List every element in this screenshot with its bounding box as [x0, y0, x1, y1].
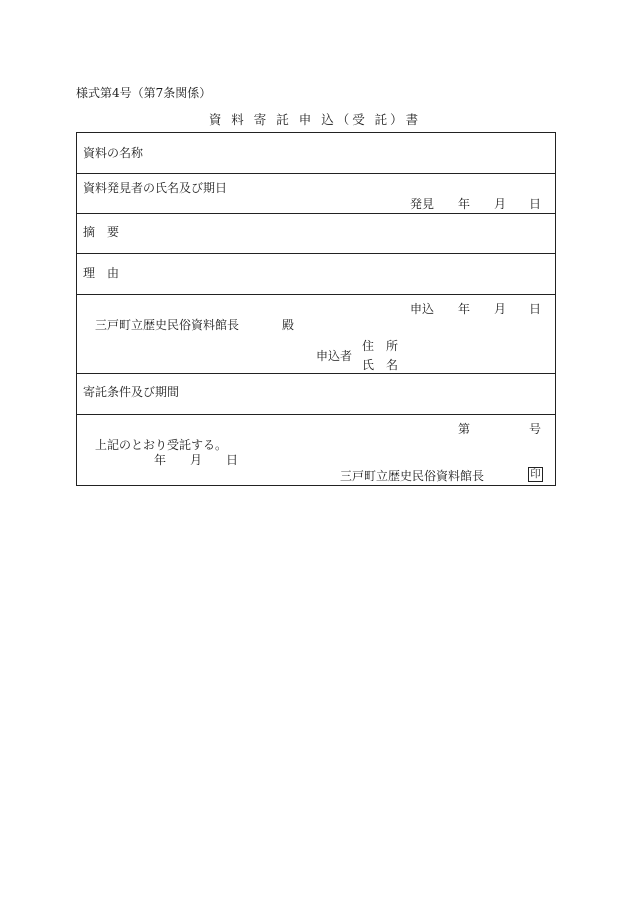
reason-label: 理 由 — [83, 266, 120, 280]
acceptance-year: 年 — [154, 453, 167, 467]
honorific: 殿 — [282, 318, 295, 332]
row-divider — [77, 373, 555, 374]
summary-label: 摘 要 — [83, 225, 120, 239]
discovery-month: 月 — [494, 197, 507, 211]
seal-box: 印 — [528, 467, 543, 482]
form-table — [76, 132, 556, 486]
application-month: 月 — [494, 302, 507, 316]
acceptance-no-prefix: 第 — [458, 422, 471, 436]
row-divider — [77, 294, 555, 295]
document-title: 資 料 寄 託 申 込（受 託）書 — [208, 112, 422, 127]
name-label: 氏 名 — [362, 358, 399, 372]
discoverer-label: 資料発見者の氏名及び期日 — [83, 181, 228, 195]
row-divider — [77, 213, 555, 214]
conditions-label: 寄託条件及び期間 — [83, 385, 180, 399]
row-divider — [77, 173, 555, 174]
application-prefix: 申込 — [410, 302, 435, 316]
row-divider — [77, 414, 555, 415]
acceptance-day: 日 — [226, 453, 239, 467]
seal-mark — [528, 466, 543, 482]
row-divider — [77, 253, 555, 254]
applicant-label: 申込者 — [316, 349, 353, 363]
acceptance-month: 月 — [190, 453, 203, 467]
application-day: 日 — [529, 302, 542, 316]
discovery-day: 日 — [529, 197, 542, 211]
acceptance-no-suffix: 号 — [529, 422, 542, 436]
discovery-prefix: 発見 — [410, 197, 435, 211]
form-number: 様式第4号（第7条関係） — [76, 86, 212, 100]
material-name-label: 資料の名称 — [83, 146, 144, 160]
signer-title: 三戸町立歴史民俗資料館長 — [340, 469, 485, 483]
application-year: 年 — [458, 302, 471, 316]
addressee: 三戸町立歴史民俗資料館長 — [95, 318, 240, 332]
acceptance-statement: 上記のとおり受託する。 — [95, 438, 228, 452]
address-label: 住 所 — [362, 339, 399, 353]
discovery-year: 年 — [458, 197, 471, 211]
